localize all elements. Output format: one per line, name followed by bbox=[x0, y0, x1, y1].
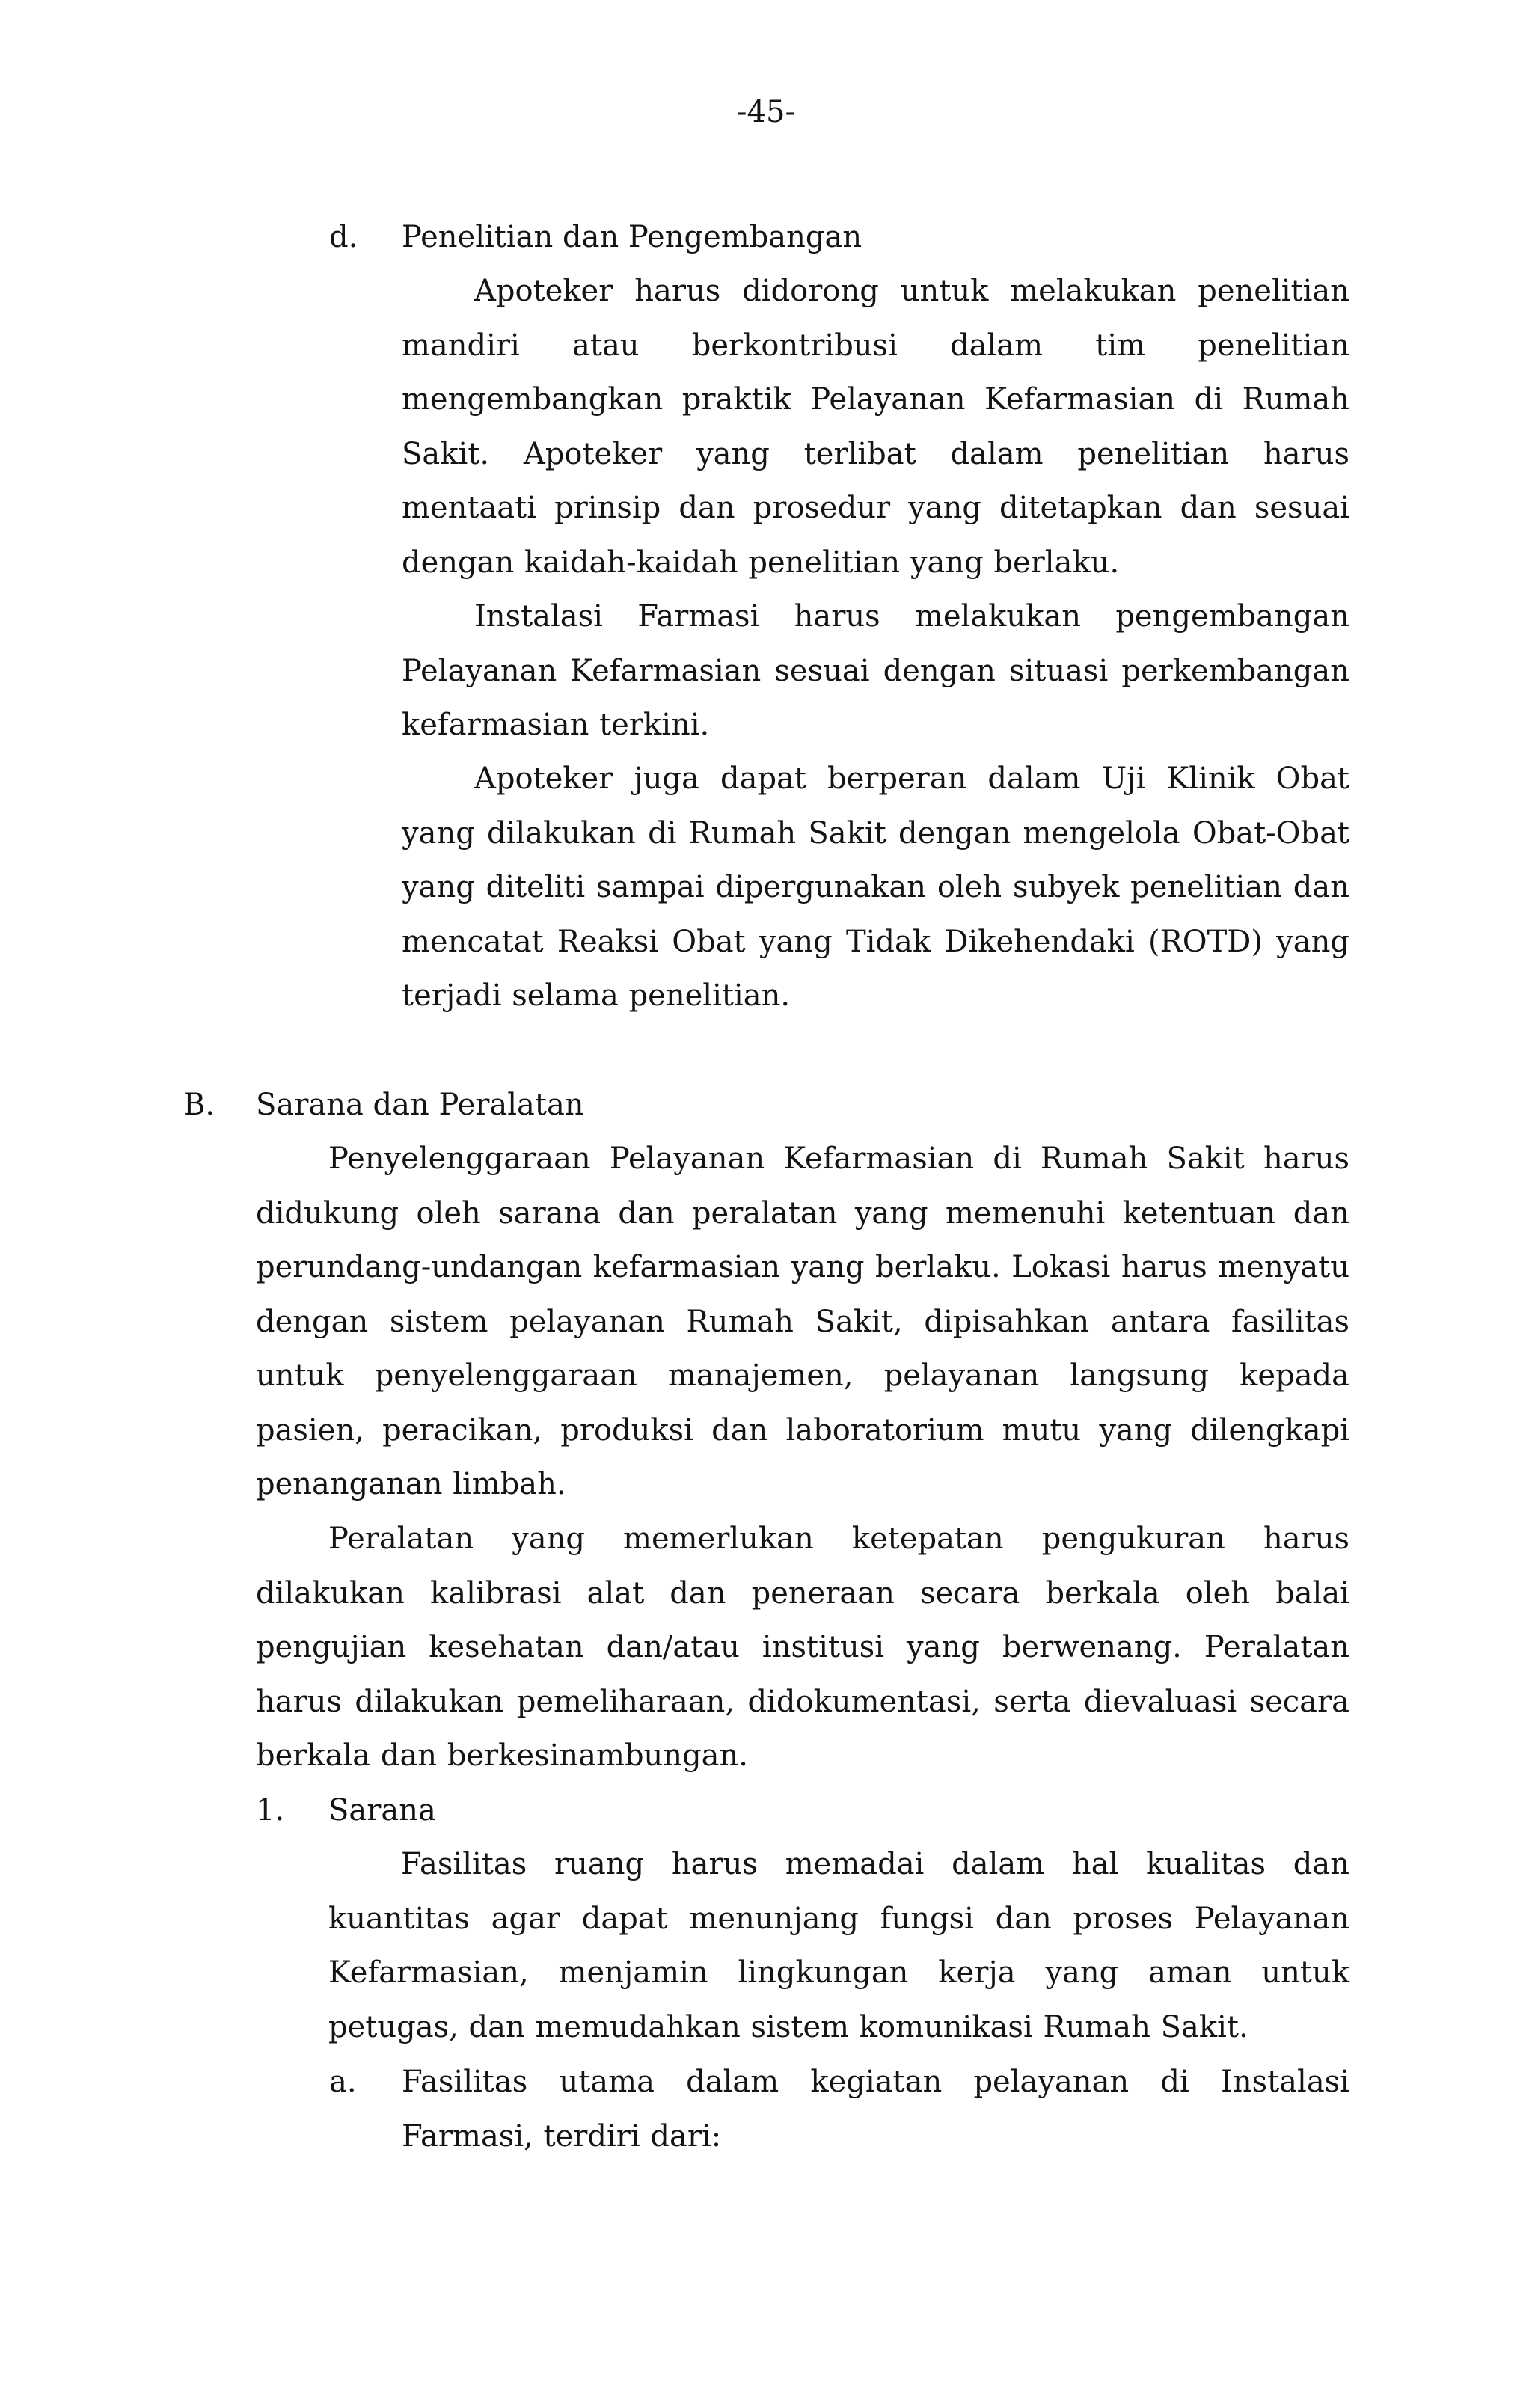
subsection-1-title: Sarana bbox=[328, 1793, 436, 1828]
section-d-marker: d. bbox=[329, 220, 358, 254]
subsection-1-marker: 1. bbox=[256, 1793, 285, 1828]
subsection-1-paragraph: Fasilitas ruang harus memadai dalam hal kualitas dan kuantitas agar dapat menunjang fungsi dan proses Pelayanan Kefarmasian, menjamin lingkungan kerja yang aman untuk petugas, dan memudahkan sistem komunikasi Rumah Sakit. bbox=[328, 1847, 1349, 2044]
item-a-text: Fasilitas utama dalam kegiatan pelayanan di Instalasi Farmasi, terdiri dari: bbox=[402, 2065, 1349, 2154]
section-b-marker: B. bbox=[183, 1088, 215, 1122]
section-d-title: Penelitian dan Pengembangan bbox=[402, 220, 862, 254]
section-b-paragraph-1: Penyelenggaraan Pelayanan Kefarmasian di Rumah Sakit harus didukung oleh sarana dan peralatan yang memenuhi ketentuan dan perundang-undangan kefarmasian yang berlaku. Lokasi harus menyatu dengan sistem pelayanan Rumah Sakit, dipisahkan antara fasilitas untuk penyelenggaraan manajemen, pelayanan langsung kepada pasien, peracikan, produksi dan laboratorium mutu yang dilengkapi penanganan limbah. bbox=[256, 1142, 1349, 1501]
page-number: -45- bbox=[737, 95, 795, 129]
item-a-marker: a. bbox=[329, 2065, 357, 2099]
section-d-paragraph-1: Apoteker harus didorong untuk melakukan penelitian mandiri atau berkontribusi dalam tim penelitian mengembangkan praktik Pelayanan Kefarmasian di Rumah Sakit. Apoteker yang terlibat dalam penelitian harus mentaati prinsip dan prosedur yang ditetapkan dan sesuai dengan kaidah-kaidah penelitian yang berlaku. bbox=[402, 274, 1349, 580]
section-b-paragraph-2: Peralatan yang memerlukan ketepatan pengukuran harus dilakukan kalibrasi alat dan peneraan secara berkala oleh balai pengujian kesehatan dan/atau institusi yang berwenang. Peralatan harus dilakukan pemeliharaan, didokumentasi, serta dievaluasi secara berkala dan berkesinambungan. bbox=[256, 1522, 1349, 1773]
section-d-paragraph-3: Apoteker juga dapat berperan dalam Uji Klinik Obat yang dilakukan di Rumah Sakit dengan mengelola Obat-Obat yang diteliti sampai dipergunakan oleh subyek penelitian dan mencatat Reaksi Obat yang Tidak Dikehendaki (ROTD) yang terjadi selama penelitian. bbox=[402, 762, 1349, 1013]
section-b-title: Sarana dan Peralatan bbox=[256, 1088, 584, 1122]
section-d-paragraph-2: Instalasi Farmasi harus melakukan pengembangan Pelayanan Kefarmasian sesuai dengan situasi perkembangan kefarmasian terkini. bbox=[402, 599, 1349, 742]
